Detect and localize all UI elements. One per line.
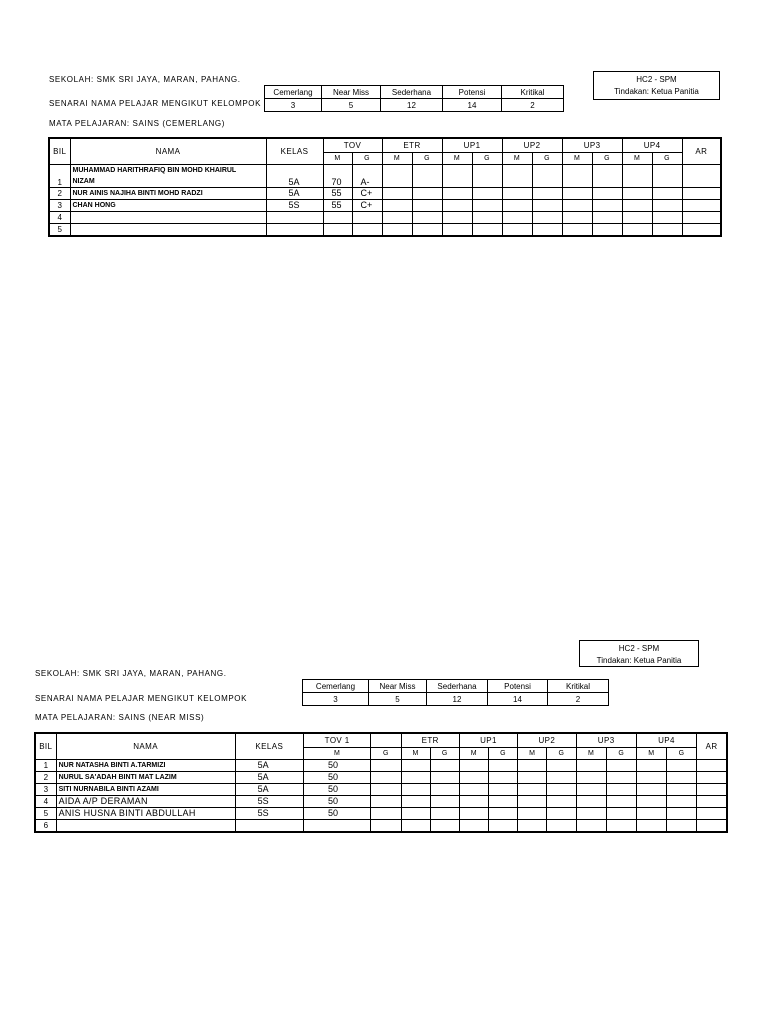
table-row <box>35 759 727 771</box>
row-bil: 3 <box>35 783 56 795</box>
col-kelas: KELAS <box>266 138 323 164</box>
col-g: G <box>412 152 442 164</box>
student-table-near-miss <box>34 732 728 833</box>
subject-label: MATA PELAJARAN: SAINS (CEMERLANG) <box>49 119 225 128</box>
hc2-action: Tindakan: Ketua Panitia <box>596 656 682 665</box>
row-nama: NUR NATASHA BINTI A.TARMIZI <box>56 759 235 771</box>
row-kelas: 5A <box>266 187 323 199</box>
col-ar: AR <box>697 733 727 759</box>
col-bil: BIL <box>35 733 56 759</box>
table-row <box>35 807 727 819</box>
school-label: SEKOLAH: SMK SRI JAYA, MARAN, PAHANG. <box>35 669 227 678</box>
col-m: M <box>562 152 592 164</box>
table-row <box>49 223 721 236</box>
row-tov-m: 50 <box>303 783 370 795</box>
col-g: G <box>430 747 459 759</box>
col-m: M <box>303 747 370 759</box>
col-g: G <box>592 152 622 164</box>
list-title: SENARAI NAMA PELAJAR MENGIKUT KELOMPOK <box>49 99 262 108</box>
row-tov-g: A- <box>352 164 382 187</box>
row-tov-m: 50 <box>303 771 370 783</box>
col-group-etr: ETR <box>382 138 442 152</box>
row-kelas: 5A <box>235 759 303 771</box>
row-tov-m: 70 <box>323 164 352 187</box>
table-row <box>35 819 727 832</box>
row-nama: SITI NURNABILA BINTI AZAMI <box>56 783 235 795</box>
col-ar: AR <box>682 138 721 164</box>
col-m: M <box>382 152 412 164</box>
count-value: 2 <box>548 693 609 706</box>
row-nama: NUR AINIS NAJIHA BINTI MOHD RADZI <box>70 187 266 199</box>
student-table-cemerlang <box>48 137 722 237</box>
count-header: Sederhana <box>381 86 443 99</box>
col-g: G <box>352 152 382 164</box>
row-kelas: 5A <box>235 783 303 795</box>
table-row <box>49 164 721 187</box>
row-bil: 2 <box>35 771 56 783</box>
count-value: 12 <box>427 693 488 706</box>
count-value: 14 <box>443 99 502 112</box>
hc2-box <box>593 71 720 100</box>
row-bil: 5 <box>49 223 70 236</box>
count-value: 2 <box>502 99 564 112</box>
group-count-table <box>264 85 564 112</box>
count-header: Sederhana <box>427 680 488 693</box>
count-value: 3 <box>265 99 322 112</box>
row-tov-g: C+ <box>352 199 382 211</box>
table-row <box>49 187 721 199</box>
col-g: G <box>472 152 502 164</box>
col-g: G <box>532 152 562 164</box>
row-kelas: 5A <box>266 164 323 187</box>
count-value: 12 <box>381 99 443 112</box>
row-nama: NURUL SA'ADAH BINTI MAT LAZIM <box>56 771 235 783</box>
col-g: G <box>547 747 576 759</box>
count-value: 5 <box>369 693 427 706</box>
row-tov-g: C+ <box>352 187 382 199</box>
col-group-up3: UP3 <box>576 733 636 747</box>
col-g: G <box>371 747 401 759</box>
row-nama-line1: MUHAMMAD HARITHRAFIQ BIN MOHD KHAIRUL <box>72 166 237 174</box>
col-m: M <box>518 747 547 759</box>
col-nama: NAMA <box>70 138 266 164</box>
table-row <box>35 795 727 807</box>
row-bil: 4 <box>35 795 56 807</box>
row-nama <box>70 164 266 187</box>
count-header: Kritikal <box>548 680 609 693</box>
count-value: 3 <box>303 693 369 706</box>
row-bil: 4 <box>49 211 70 223</box>
count-value: 14 <box>488 693 548 706</box>
row-bil: 2 <box>49 187 70 199</box>
subject-label: MATA PELAJARAN: SAINS (NEAR MISS) <box>35 713 205 722</box>
row-nama: AIDA A/P DERAMAN <box>56 795 235 807</box>
col-g: G <box>666 747 696 759</box>
row-bil: 5 <box>35 807 56 819</box>
col-group-up2: UP2 <box>502 138 562 152</box>
hc2-action: Tindakan: Ketua Panitia <box>614 87 699 96</box>
row-tov-m: 55 <box>323 199 352 211</box>
col-group-tov: TOV <box>323 138 382 152</box>
count-header: Near Miss <box>369 680 427 693</box>
hc2-box <box>579 640 699 667</box>
col-g: G <box>652 152 682 164</box>
col-group-up1: UP1 <box>459 733 517 747</box>
table-row <box>35 783 727 795</box>
row-nama: ANIS HUSNA BINTI ABDULLAH <box>56 807 235 819</box>
col-group-up2: UP2 <box>518 733 576 747</box>
row-kelas: 5S <box>266 199 323 211</box>
group-count-table <box>302 679 609 706</box>
count-header: Kritikal <box>502 86 564 99</box>
col-group-up4: UP4 <box>622 138 682 152</box>
row-kelas: 5S <box>235 807 303 819</box>
count-header: Cemerlang <box>265 86 322 99</box>
col-m: M <box>323 152 352 164</box>
col-m: M <box>459 747 488 759</box>
hc2-title: HC2 - SPM <box>636 75 677 84</box>
hc2-title: HC2 - SPM <box>618 644 660 653</box>
col-group-up3: UP3 <box>562 138 622 152</box>
col-m: M <box>576 747 606 759</box>
col-group-up1: UP1 <box>442 138 502 152</box>
list-title: SENARAI NAMA PELAJAR MENGIKUT KELOMPOK <box>35 694 248 703</box>
row-bil: 3 <box>49 199 70 211</box>
col-m: M <box>636 747 666 759</box>
count-header: Near Miss <box>322 86 381 99</box>
row-bil: 1 <box>49 164 70 187</box>
table-row <box>35 771 727 783</box>
row-bil: 1 <box>35 759 56 771</box>
count-value: 5 <box>322 99 381 112</box>
col-group-etr: ETR <box>401 733 459 747</box>
col-m: M <box>502 152 532 164</box>
school-label: SEKOLAH: SMK SRI JAYA, MARAN, PAHANG. <box>49 75 241 84</box>
table-row <box>49 211 721 223</box>
col-nama: NAMA <box>56 733 235 759</box>
col-m: M <box>622 152 652 164</box>
col-g: G <box>606 747 636 759</box>
col-m: M <box>401 747 430 759</box>
row-tov-m: 50 <box>303 759 370 771</box>
row-kelas: 5A <box>235 771 303 783</box>
table-row <box>49 199 721 211</box>
count-header: Cemerlang <box>303 680 369 693</box>
col-g: G <box>489 747 518 759</box>
col-bil: BIL <box>49 138 70 164</box>
row-tov-m: 50 <box>303 795 370 807</box>
col-group-up4: UP4 <box>636 733 696 747</box>
col-group-tov: TOV 1 <box>303 733 370 747</box>
row-tov-m: 55 <box>323 187 352 199</box>
col-kelas: KELAS <box>235 733 303 759</box>
row-kelas: 5S <box>235 795 303 807</box>
col-m: M <box>442 152 472 164</box>
row-bil: 6 <box>35 819 56 832</box>
count-header: Potensi <box>488 680 548 693</box>
row-nama-line2: NIZAM <box>72 177 95 185</box>
row-tov-m: 50 <box>303 807 370 819</box>
count-header: Potensi <box>443 86 502 99</box>
row-nama: CHAN HONG <box>70 199 266 211</box>
